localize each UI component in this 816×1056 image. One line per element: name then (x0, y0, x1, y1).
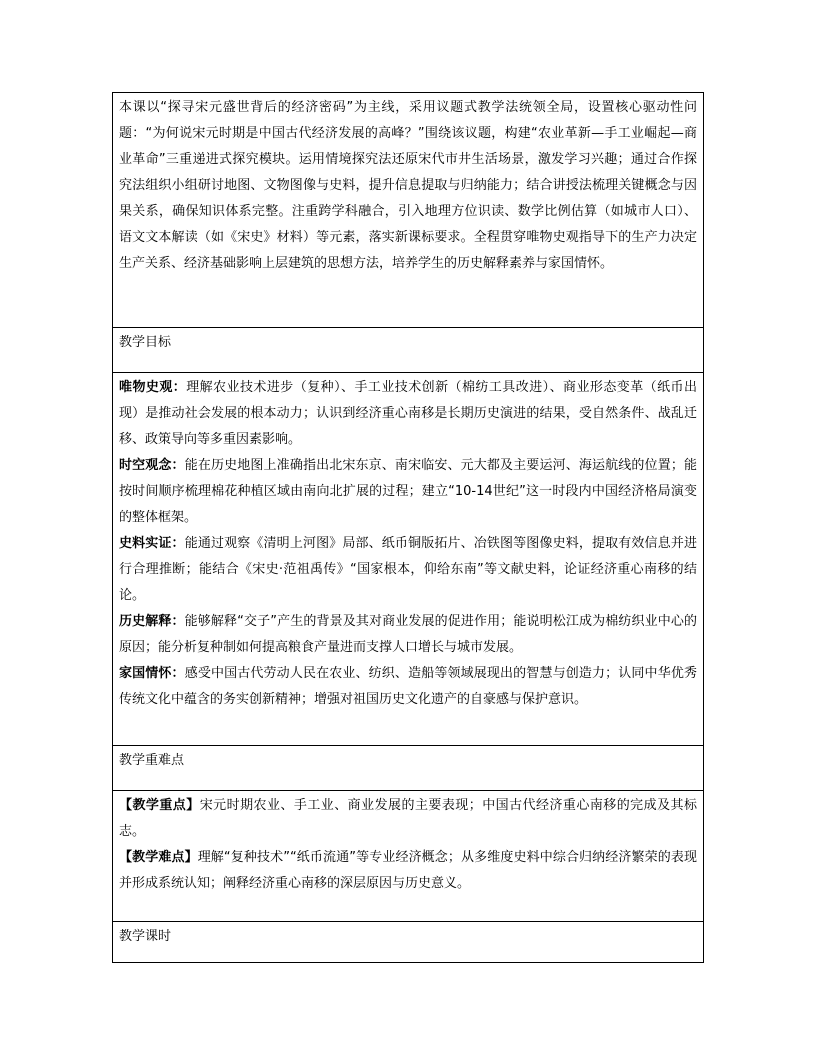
hours-heading: 教学课时 (113, 922, 704, 963)
objective-text: 能够解释“交子”产生的背景及其对商业发展的促进作用；能说明松江成为棉纺织业中心的原因；能分析复种制如何提高粮食产量进而支撑人口增长与城市发展。 (119, 614, 697, 655)
key-point-label: 【教学难点】 (119, 850, 198, 865)
objective-label: 历史解释： (119, 614, 185, 629)
key-point-text: 理解“复种技术”“纸币流通”等专业经济概念；从多维度史料中综合归纳经济繁荣的表现并形成系统认知；阐释经济重心南移的深层原因与历史意义。 (119, 850, 697, 891)
hours-heading-row (113, 922, 704, 963)
lesson-plan-table (112, 92, 704, 963)
objective-label: 唯物史观： (119, 380, 187, 395)
objective-label: 家国情怀： (119, 666, 185, 681)
objective-text: 理解农业技术进步（复种）、手工业技术创新（棉纺工具改进）、商业形态变革（纸币出现）是推动社会发展的根本动力；认识到经济重心南移是长期历史演进的结果，受自然条件、战乱迁移、政策导向等多重因素影响。 (119, 380, 697, 447)
objective-label: 史料实证： (119, 536, 185, 551)
objectives-heading-row (113, 328, 704, 373)
objective-interpretation (119, 609, 697, 661)
objective-spacetime (119, 453, 697, 531)
objective-text: 感受中国古代劳动人民在农业、纺织、造船等领域展现出的智慧与创造力；认同中华优秀传统文化中蕴含的务实创新精神；增强对祖国历史文化遗产的自豪感与保护意识。 (119, 666, 697, 707)
objectives-heading: 教学目标 (113, 328, 704, 373)
key-points-cell (113, 791, 704, 922)
key-points-heading: 教学重难点 (113, 746, 704, 791)
key-point-focus (119, 793, 697, 845)
objectives-cell (113, 373, 704, 746)
key-points-row (113, 791, 704, 922)
objective-label: 时空观念： (119, 458, 185, 473)
key-point-difficulty (119, 845, 697, 897)
objectives-row (113, 373, 704, 746)
intro-row (113, 93, 704, 328)
intro-paragraph: 本课以“探寻宋元盛世背后的经济密码”为主线，采用议题式教学法统领全局，设置核心驱动性问题：“为何说宋元时期是中国古代经济发展的高峰？”围绕该议题，构建“农业革新—手工业崛起—商业革命”三重递进式探究模块。运用情境探究法还原宋代市井生活场景，激发学习兴趣；通过合作探究法组织小组研讨地图、文物图像与史料，提升信息提取与归纳能力；结合讲授法梳理关键概念与因果关系，确保知识体系完整。注重跨学科融合，引入地理方位识读、数学比例估算（如城市人口）、语文文本解读（如《宋史》材料）等元素，落实新课标要求。全程贯穿唯物史观指导下的生产力决定生产关系、经济基础影响上层建筑的思想方法，培养学生的历史解释素养与家国情怀。 (119, 100, 697, 271)
key-point-text: 宋元时期农业、手工业、商业发展的主要表现；中国古代经济重心南移的完成及其标志。 (119, 798, 697, 839)
objective-patriotism (119, 661, 697, 713)
key-point-label: 【教学重点】 (119, 798, 200, 813)
objective-text: 能在历史地图上准确指出北宋东京、南宋临安、元大都及主要运河、海运航线的位置；能按时间顺序梳理棉花种植区域由南向北扩展的过程；建立“10-14世纪”这一时段内中国经济格局演变的整体框架。 (119, 458, 697, 525)
objective-evidence (119, 531, 697, 609)
key-points-heading-row (113, 746, 704, 791)
objective-text: 能通过观察《清明上河图》局部、纸币铜版拓片、冶铁图等图像史料，提取有效信息并进行合理推断；能结合《宋史·范祖禹传》“国家根本，仰给东南”等文献史料，论证经济重心南移的结论。 (119, 536, 697, 603)
objective-materialism (119, 375, 697, 453)
intro-cell (113, 93, 704, 328)
